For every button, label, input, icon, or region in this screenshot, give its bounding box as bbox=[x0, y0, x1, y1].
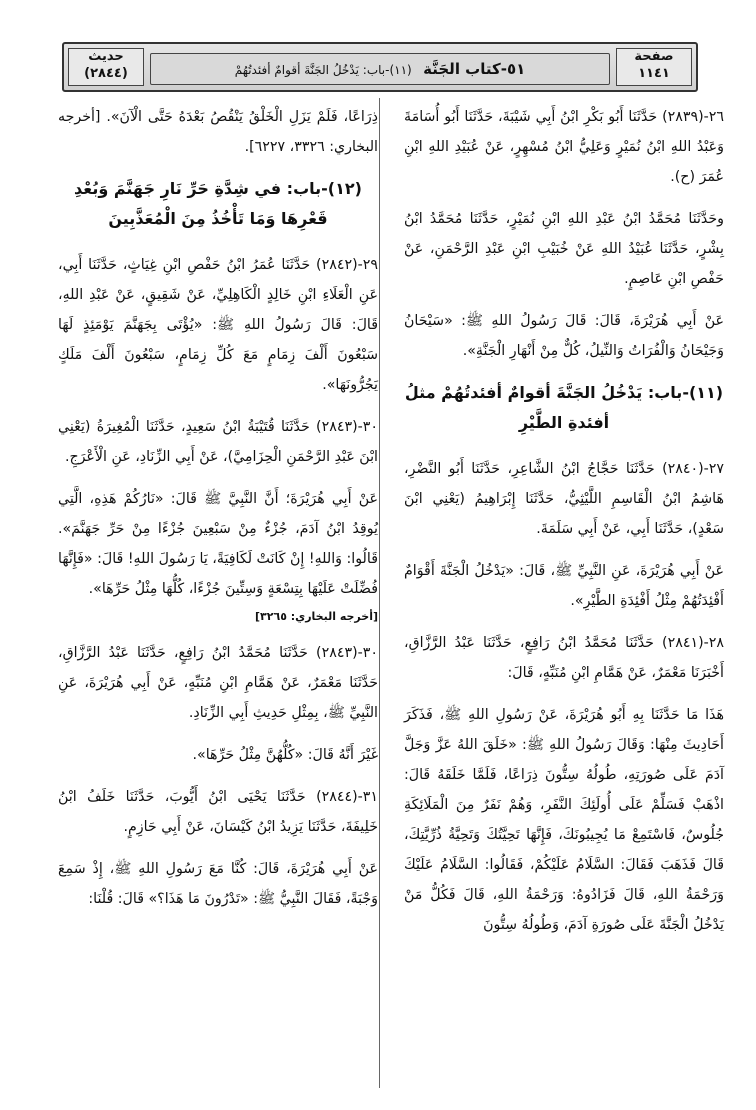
hadith-2843-variant: غَيْرَ أَنَّهُ قَالَ: «كُلُّهُنَّ مِثْلُ حَرِّهَا». bbox=[192, 747, 378, 763]
chapter-11-heading: (١١)-باب: يَدْخُلُ الجَنَّةَ أقوامٌ أفئدتُهُمْ مثلُ أفئدةِ الطَّيْرِ bbox=[404, 383, 724, 432]
book-title: ٥١-كتاب الجَنَّة bbox=[423, 60, 526, 78]
hadith-2839-isnad-2: وحَدَّثَنَا مُحَمَّدُ ابْنُ عَبْدِ اللهِ ابْنِ نُمَيْرٍ، حَدَّثَنَا مُحَمَّدُ ابْنُ بِشْرٍ، حَدَّثَنَا عُبَيْدُ اللهِ عَنْ خُبَيْبِ ابْنِ عَبْدِ الرَّحْمَنِ، عَنْ حَفْصِ ابْنِ عَاصِمٍ. bbox=[404, 211, 724, 287]
hadith-2843-text: عَنْ أَبِي هُرَيْرَةَ؛ أَنَّ النَّبِيَّ ﷺ قَالَ: «نَارُكُمْ هَذِهِ، الَّتِي يُوقِدُ ابْنُ آدَمَ، جُزْءٌ مِنْ سَبْعِينَ جُزْءًا مِنْ حَرِّ جَهَنَّمَ». قَالُوا: وَاللهِ! إِنْ كَانَتْ لَكَافِيَةً، يَا رَسُولَ اللهِ! قَالَ: «فَإِنَّهَا فُضِّلَتْ عَلَيْهَا بِتِسْعَةٍ وَسِتِّينَ جُزْءًا، كُلُّهَا مِثْلُ حَرِّهَا». bbox=[58, 491, 378, 597]
page-number-box bbox=[616, 48, 692, 86]
hadith-2843-isnad: ٣٠-(٢٨٤٣) حَدَّثَنَا قُتَيْبَةُ ابْنُ سَعِيدٍ، حَدَّثَنَا الْمُغِيرَةُ (يَعْنِي ابْنَ عَبْدِ الرَّحْمَنِ الْحِزَامِيَّ)، عَنْ أَبِي الزِّنَادِ، عَنِ الْأَعْرَجِ. bbox=[58, 419, 378, 465]
hadith-2844-text: عَنْ أَبِي هُرَيْرَةَ، قَالَ: كُنَّا مَعَ رَسُولِ اللهِ ﷺ، إِذْ سَمِعَ وَجْبَةً، فَقَالَ النَّبِيُّ ﷺ: «تَدْرُونَ مَا هَذَا؟» قَالَ: قُلْنَا: bbox=[58, 861, 378, 907]
hadith-2839-isnad: ٢٦-(٢٨٣٩) حَدَّثَنَا أَبُو بَكْرِ ابْنُ أَبِي شَيْبَةَ، حَدَّثَنَا أَبُو أُسَامَةَ وَعَبْدُ اللهِ ابْنُ نُمَيْرٍ وَعَلِيُّ ابْنُ مُسْهِرٍ، عَنْ عُبَيْدِ اللهِ ابْنِ عُمَرَ (ح). bbox=[404, 109, 724, 185]
hadith-2840-text: عَنْ أَبِي هُرَيْرَةَ، عَنِ النَّبِيِّ ﷺ، قَالَ: «يَدْخُلُ الْجَنَّةَ أَقْوَامٌ أَفْئِدَتُهُمْ مِثْلُ أَفْئِدَةِ الطَّيْرِ». bbox=[404, 563, 724, 609]
chapter-12-heading: (١٢)-باب: في شِدَّةِ حَرِّ نَارِ جَهَنَّمَ وَبُعْدِ قَعْرِهَا وَمَا تَأْخُذُ مِنَ الْمُعَذَّبِينَ bbox=[74, 179, 362, 228]
hadith-2841-text: هَذَا مَا حَدَّثَنَا بِهِ أَبُو هُرَيْرَةَ، عَنْ رَسُولِ اللهِ ﷺ، فَذَكَرَ أَحَادِيثَ مِنْهَا: وَقَالَ رَسُولُ اللهِ ﷺ: «خَلَقَ اللهُ عَزَّ وَجَلَّ آدَمَ عَلَى صُورَتِهِ، طُولُهُ سِتُّونَ ذِرَاعًا، فَلَمَّا خَلَقَهُ قَالَ: اذْهَبْ فَسَلِّمْ عَلَى أُولَئِكَ النَّفَرِ، وَهُمْ نَفَرٌ مِنَ الْمَلَائِكَةِ جُلُوسٌ، فَاسْتَمِعْ مَا يُجِيبُونَكَ، فَإِنَّهَا تَحِيَّتُكَ وَتَحِيَّةُ ذُرِّيَّتِكَ، قَالَ فَذَهَبَ فَقَالَ: السَّلَامُ عَلَيْكُمْ، فَقَالُوا: السَّلَامُ عَلَيْكَ وَرَحْمَةُ اللهِ، قَالَ فَزَادُوهُ: وَرَحْمَةُ اللهِ، قَالَ فَكُلُّ مَنْ يَدْخُلُ الْجَنَّةَ عَلَى صُورَةِ آدَمَ، وَطُولُهُ سِتُّونَ bbox=[404, 707, 724, 933]
column-divider bbox=[379, 98, 380, 1088]
hadith-2840-isnad: ٢٧-(٢٨٤٠) حَدَّثَنَا حَجَّاجُ ابْنُ الشَّاعِرِ، حَدَّثَنَا أَبُو النَّضْرِ، هَاشِمُ ابْنُ الْقَاسِمِ اللَّيْثِيُّ، حَدَّثَنَا إِبْرَاهِيمُ (يَعْنِي ابْنَ سَعْدٍ)، حَدَّثَنَا أَبِي، عَنْ أَبِي سَلَمَةَ. bbox=[404, 461, 724, 537]
left-column bbox=[58, 102, 378, 926]
hadith-2842: ٢٩-(٢٨٤٢) حَدَّثَنَا عُمَرُ ابْنُ حَفْصِ ابْنِ غِيَاثٍ، حَدَّثَنَا أَبِي، عَنِ الْعَلَاءِ ابْنِ خَالِدٍ الْكَاهِلِيِّ، عَنْ شَقِيقٍ، عَنْ عَبْدِ اللهِ، قَالَ: قَالَ رَسُولُ اللهِ ﷺ: «يُؤْتَى بِجَهَنَّمَ يَوْمَئِذٍ لَهَا سَبْعُونَ أَلْفَ زِمَامٍ مَعَ كُلِّ زِمَامٍ، سَبْعُونَ أَلْفَ مَلَكٍ يَجُرُّونَهَا». bbox=[58, 257, 378, 393]
hadith-2841-isnad: ٢٨-(٢٨٤١) حَدَّثَنَا مُحَمَّدُ ابْنُ رَافِعٍ، حَدَّثَنَا عَبْدُ الرَّزَّاقِ، أَخْبَرَنَا مَعْمَرٌ، عَنْ هَمَّامِ ابْنِ مُنَبِّهٍ، قَالَ: bbox=[404, 635, 724, 681]
page-label: صفحة bbox=[634, 49, 674, 64]
hadith-label: حديث bbox=[88, 49, 124, 64]
page-number: ١١٤١ bbox=[638, 66, 670, 81]
right-column bbox=[404, 102, 724, 952]
hadith-number: (٢٨٤٤) bbox=[84, 66, 128, 81]
hadith-2841-continuation: ذِرَاعًا، فَلَمْ يَزَلِ الْخَلْقُ يَنْقُصُ بَعْدَهُ حَتَّى الْآنَ». [أخرجه البخاري: ٣٣٢٦، ٦٢٢٧]. bbox=[58, 109, 378, 155]
hadith-2839-text: عَنْ أَبِي هُرَيْرَةَ، قَالَ: قَالَ رَسُولُ اللهِ ﷺ: «سَيْحَانُ وَجَيْحَانُ وَالْفُرَاتُ وَالنِّيلُ، كُلٌّ مِنْ أَنْهَارِ الْجَنَّةِ». bbox=[404, 313, 724, 359]
bukhari-reference: [أخرجه البخاري: ٣٢٦٥] bbox=[255, 610, 378, 623]
chapter-title: (١١)-باب: يَدْخُلُ الجَنَّةَ أقوامٌ أفئدتُهُمْ bbox=[234, 63, 412, 77]
page-header bbox=[62, 42, 698, 92]
running-title bbox=[150, 53, 610, 85]
hadith-number-box bbox=[68, 48, 144, 86]
hadith-2843-second-chain: ٣٠-(٢٨٤٣) حَدَّثَنَا مُحَمَّدُ ابْنُ رَافِعٍ، حَدَّثَنَا عَبْدُ الرَّزَّاقِ، حَدَّثَنَا مَعْمَرٌ، عَنْ هَمَّامِ ابْنِ مُنَبِّهٍ، عَنْ أَبِي هُرَيْرَةَ، عَنِ النَّبِيِّ ﷺ، بِمِثْلِ حَدِيثِ أَبِي الزِّنَادِ. bbox=[58, 645, 378, 721]
hadith-2844-isnad: ٣١-(٢٨٤٤) حَدَّثَنَا يَحْيَى ابْنُ أَيُّوبَ، حَدَّثَنَا خَلَفُ ابْنُ خَلِيفَةَ، حَدَّثَنَا يَزِيدُ ابْنُ كَيْسَانَ، عَنْ أَبِي حَازِمٍ. bbox=[58, 789, 378, 835]
